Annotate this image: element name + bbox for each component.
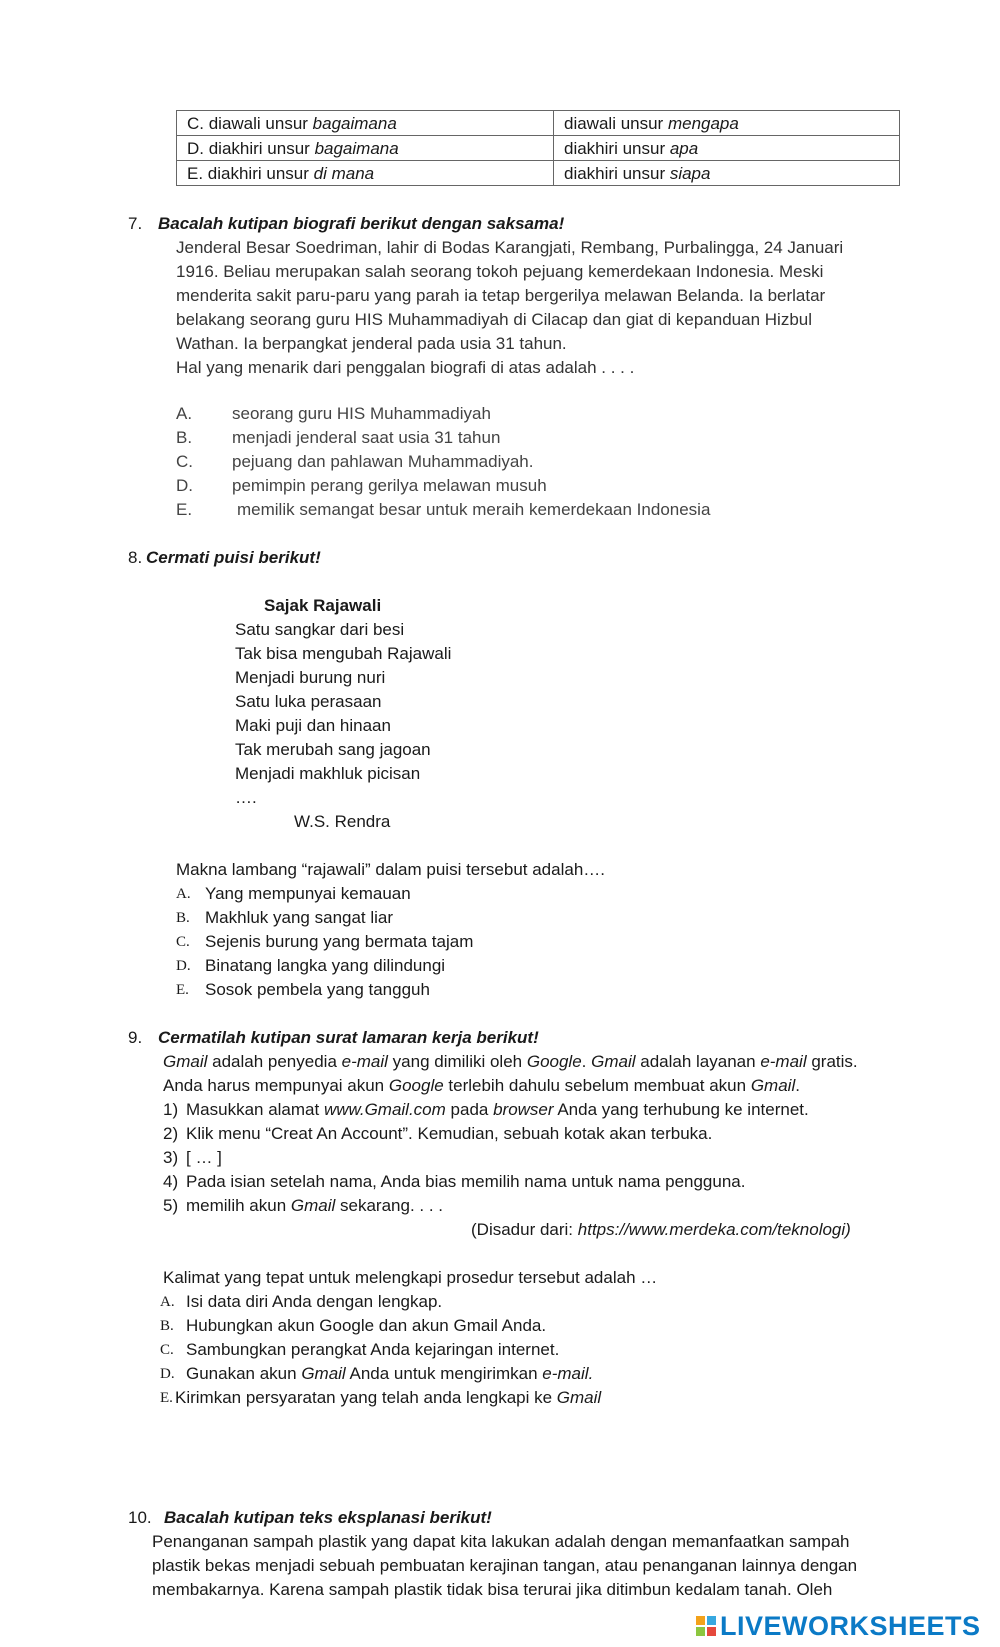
poem-author: W.S. Rendra	[294, 812, 391, 831]
table-cell: diakhiri unsur siapa	[554, 161, 900, 186]
poem-line: Satu sangkar dari besi	[235, 620, 405, 639]
question-10-instruction: Bacalah kutipan teks eksplanasi berikut!	[164, 1508, 492, 1527]
poem-line: Tak bisa mengubah Rajawali	[235, 644, 452, 663]
option-b[interactable]: Makhluk yang sangat liar	[205, 908, 394, 927]
question-10-number: 10.	[128, 1508, 152, 1527]
option-letter: B.	[160, 1318, 174, 1334]
option-d[interactable]: Gunakan akun Gmail Anda untuk mengirimkan e-mail.	[186, 1364, 594, 1383]
option-letter: C.	[176, 934, 190, 950]
question-7-number: 7.	[128, 214, 143, 233]
passage-line: 1916. Beliau merupakan salah seorang tokoh pejuang kemerdekaan Indonesia. Meski	[176, 262, 824, 281]
step-number: 4)	[163, 1172, 179, 1191]
option-d[interactable]: pemimpin perang gerilya melawan musuh	[232, 476, 547, 495]
poem-line: ….	[235, 788, 257, 807]
table-cell: diakhiri unsur apa	[554, 136, 900, 161]
step-5: memilih akun Gmail sekarang. . . .	[186, 1196, 444, 1215]
step-number: 2)	[163, 1124, 179, 1143]
step-number: 3)	[163, 1148, 179, 1167]
question-7-instruction: Bacalah kutipan biografi berikut dengan saksama!	[158, 214, 565, 233]
option-e[interactable]: memilik semangat besar untuk meraih kemerdekaan Indonesia	[237, 500, 711, 519]
liveworksheets-logo-icon	[696, 1616, 716, 1636]
option-letter: E.	[176, 982, 189, 998]
passage-line: menderita sakit paru-paru yang parah ia tetap bergerilya melawan Belanda. Ia berlatar	[176, 286, 826, 305]
logo-text: LIVEWORKSHEETS	[720, 1611, 981, 1641]
option-letter: A.	[176, 886, 191, 902]
liveworksheets-logo	[696, 1610, 981, 1642]
passage-line: Penanganan sampah plastik yang dapat kita lakukan adalah dengan memanfaatkan sampah	[152, 1532, 850, 1551]
table-cell: E. diakhiri unsur di mana	[177, 161, 554, 186]
table-row	[177, 111, 900, 136]
passage-line: plastik bekas menjadi sebuah pembuatan kerajinan tangan, atau penanganan lainnya dengan	[152, 1556, 858, 1575]
question-9-intro-line-1: Gmail adalah penyedia e-mail yang dimiliki oleh Google. Gmail adalah layanan e-mail gratis.	[163, 1052, 858, 1071]
option-b[interactable]: menjadi jenderal saat usia 31 tahun	[232, 428, 501, 447]
option-letter: E.	[160, 1390, 173, 1406]
passage-line: Wathan. Ia berpangkat jenderal pada usia 31 tahun.	[176, 334, 567, 353]
passage-line: belakang seorang guru HIS Muhammadiyah di Cilacap dan giat di kepanduan Hizbul	[176, 310, 813, 329]
table-row	[177, 136, 900, 161]
passage-line: Hal yang menarik dari penggalan biografi di atas adalah . . . .	[176, 358, 635, 377]
option-letter: D.	[176, 476, 193, 495]
option-letter: C.	[176, 452, 193, 471]
passage-line: membakarnya. Karena sampah plastik tidak bisa terurai jika ditimbun kedalam tanah. Oleh	[152, 1580, 833, 1599]
question-7-passage	[176, 236, 906, 380]
question-9-instruction: Cermatilah kutipan surat lamaran kerja berikut!	[158, 1028, 539, 1047]
step-number: 1)	[163, 1100, 179, 1119]
step-3-blank: [ … ]	[186, 1148, 222, 1167]
question-9-prompt: Kalimat yang tepat untuk melengkapi prosedur tersebut adalah …	[163, 1268, 658, 1287]
poem-line: Tak merubah sang jagoan	[235, 740, 431, 759]
question-9-number: 9.	[128, 1028, 143, 1047]
option-letter: B.	[176, 910, 190, 926]
step-1: Masukkan alamat www.Gmail.com pada browser Anda yang terhubung ke internet.	[186, 1100, 809, 1119]
step-4: Pada isian setelah nama, Anda bias memilih nama untuk nama pengguna.	[186, 1172, 746, 1191]
option-c[interactable]: Sambungkan perangkat Anda kejaringan internet.	[186, 1340, 560, 1359]
option-letter: A.	[160, 1294, 175, 1310]
option-e[interactable]: Sosok pembela yang tangguh	[205, 980, 430, 999]
question-8-instruction: Cermati puisi berikut!	[146, 548, 321, 567]
table-cell: diawali unsur mengapa	[554, 111, 900, 136]
question-8-prompt: Makna lambang “rajawali” dalam puisi tersebut adalah….	[176, 860, 605, 879]
step-number: 5)	[163, 1196, 179, 1215]
option-letter: C.	[160, 1342, 174, 1358]
option-letter: D.	[160, 1366, 175, 1382]
passage-line: Jenderal Besar Soedriman, lahir di Bodas Karangjati, Rembang, Purbalingga, 24 Januari	[176, 238, 844, 257]
poem-line: Satu luka perasaan	[235, 692, 382, 711]
poem-line: Menjadi makhluk picisan	[235, 764, 421, 783]
option-a[interactable]: Yang mempunyai kemauan	[205, 884, 411, 903]
option-letter: D.	[176, 958, 191, 974]
poem-title: Sajak Rajawali	[264, 596, 382, 615]
poem-line: Menjadi burung nuri	[235, 668, 386, 687]
option-c[interactable]: pejuang dan pahlawan Muhammadiyah.	[232, 452, 534, 471]
option-a[interactable]: Isi data diri Anda dengan lengkap.	[186, 1292, 443, 1311]
option-d[interactable]: Binatang langka yang dilindungi	[205, 956, 446, 975]
option-b[interactable]: Hubungkan akun Google dan akun Gmail Anda.	[186, 1316, 547, 1335]
option-letter: B.	[176, 428, 193, 447]
option-letter: E.	[176, 500, 193, 519]
answer-options-table	[176, 110, 900, 186]
option-letter: A.	[176, 404, 193, 423]
table-cell: D. diakhiri unsur bagaimana	[177, 136, 554, 161]
step-2: Klik menu “Creat An Account”. Kemudian, sebuah kotak akan terbuka.	[186, 1124, 713, 1143]
table-row	[177, 161, 900, 186]
option-e[interactable]: Kirimkan persyaratan yang telah anda lengkapi ke Gmail	[175, 1388, 602, 1407]
question-9-intro-line-2: Anda harus mempunyai akun Google terlebih dahulu sebelum membuat akun Gmail.	[163, 1076, 800, 1095]
source-citation: (Disadur dari: https://www.merdeka.com/teknologi)	[471, 1220, 851, 1239]
poem-line: Maki puji dan hinaan	[235, 716, 391, 735]
question-8-number: 8.	[128, 548, 143, 567]
option-c[interactable]: Sejenis burung yang bermata tajam	[205, 932, 474, 951]
option-a[interactable]: seorang guru HIS Muhammadiyah	[232, 404, 491, 423]
table-cell: C. diawali unsur bagaimana	[177, 111, 554, 136]
